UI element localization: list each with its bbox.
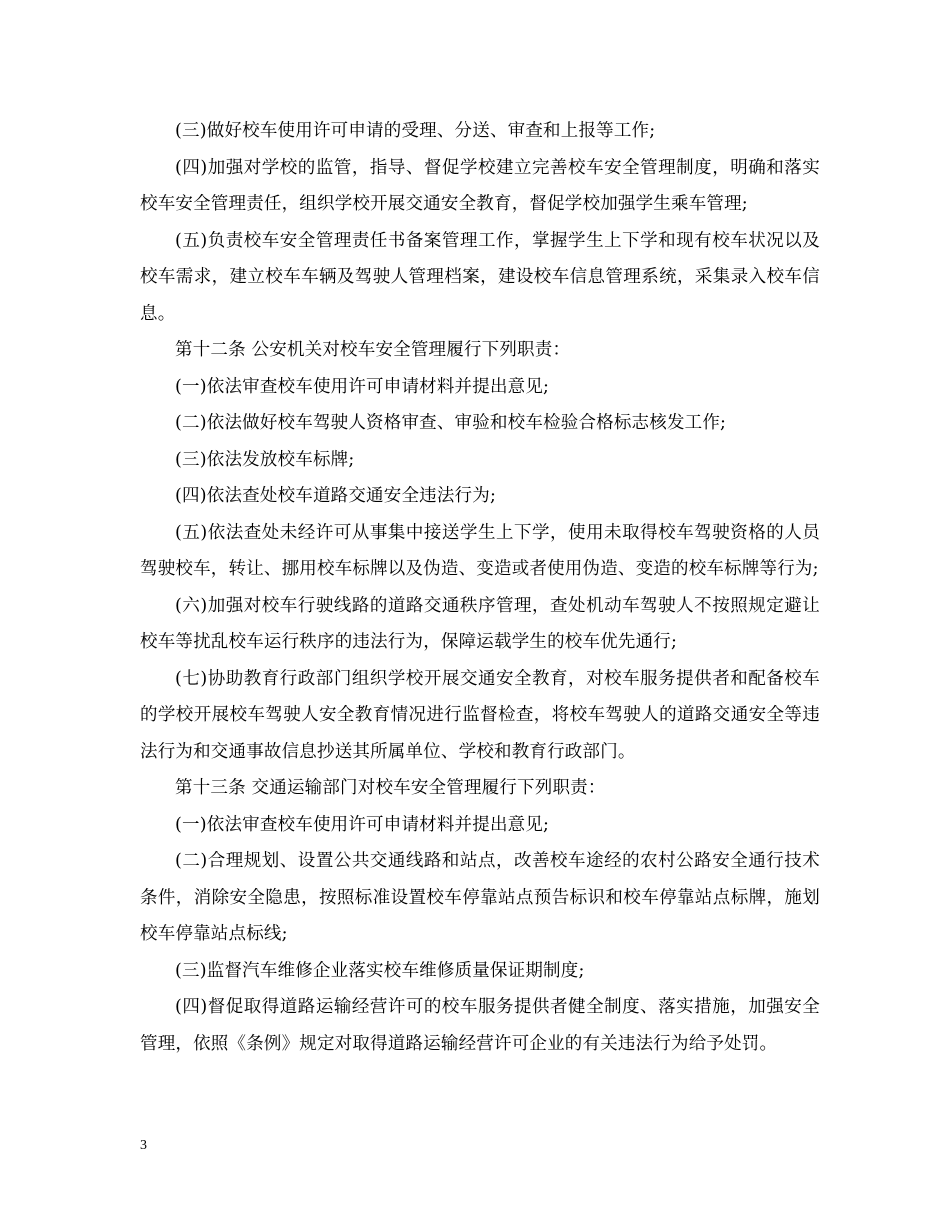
paragraph: (四)督促取得道路运输经营许可的校车服务提供者健全制度、落实措施，加强安全管理，依照《条例》规定对取得道路运输经营许可企业的有关违法行为给予处罚。 (140, 997, 820, 1054)
paragraph: (五)负责校车安全管理责任书备案管理工作，掌握学生上下学和现有校车状况以及校车需求，建立校车车辆及驾驶人管理档案，建设校车信息管理系统，采集录入校车信息。 (140, 230, 820, 324)
article-heading-13: 第十三条 交通运输部门对校车安全管理履行下列职责： (175, 778, 606, 798)
paragraph: (一)依法审查校车使用许可申请材料并提出意见; (175, 814, 550, 835)
paragraph: (一)依法审查校车使用许可申请材料并提出意见; (175, 376, 550, 397)
paragraph: (三)做好校车使用许可申请的受理、分送、审查和上报等工作; (175, 121, 656, 141)
page-number: 3 (140, 1138, 147, 1153)
paragraph: (二)依法做好校车驾驶人资格审查、审验和校车检验合格标志核发工作; (175, 413, 727, 433)
paragraph: (六)加强对校车行驶线路的道路交通秩序管理，查处机动车驾驶人不按照规定避让校车等扰乱校车运行秩序的违法行为，保障运载学生的校车优先通行; (140, 595, 820, 652)
article-heading-12: 第十二条 公安机关对校车安全管理履行下列职责： (175, 340, 571, 360)
paragraph: (四)依法查处校车道路交通安全违法行为; (175, 486, 497, 506)
paragraph: (四)加强对学校的监管，指导、督促学校建立完善校车安全管理制度，明确和落实校车安全管理责任，组织学校开展交通安全教育，督促学校加强学生乘车管理; (140, 157, 820, 214)
paragraph: (五)依法查处未经许可从事集中接送学生上下学，使用未取得校车驾驶资格的人员驾驶校车，转让、挪用校车标牌以及伪造、变造或者使用伪造、变造的校车标牌等行为; (140, 522, 820, 579)
document-body (140, 113, 820, 1062)
paragraph: (七)协助教育行政部门组织学校开展交通安全教育，对校车服务提供者和配备校车的学校开展校车驾驶人安全教育情况进行监督检查，将校车驾驶人的道路交通安全等违法行为和交通事故信息抄送其所属单位、学校和教育行政部门。 (140, 668, 820, 762)
paragraph: (二)合理规划、设置公共交通线路和站点，改善校车途经的农村公路安全通行技术条件，消除安全隐患，按照标准设置校车停靠站点预告标识和校车停靠站点标牌，施划校车停靠站点标线; (140, 851, 820, 944)
paragraph: (三)依法发放校车标牌; (175, 449, 355, 470)
paragraph: (三)监督汽车维修企业落实校车维修质量保证期制度; (175, 960, 585, 981)
